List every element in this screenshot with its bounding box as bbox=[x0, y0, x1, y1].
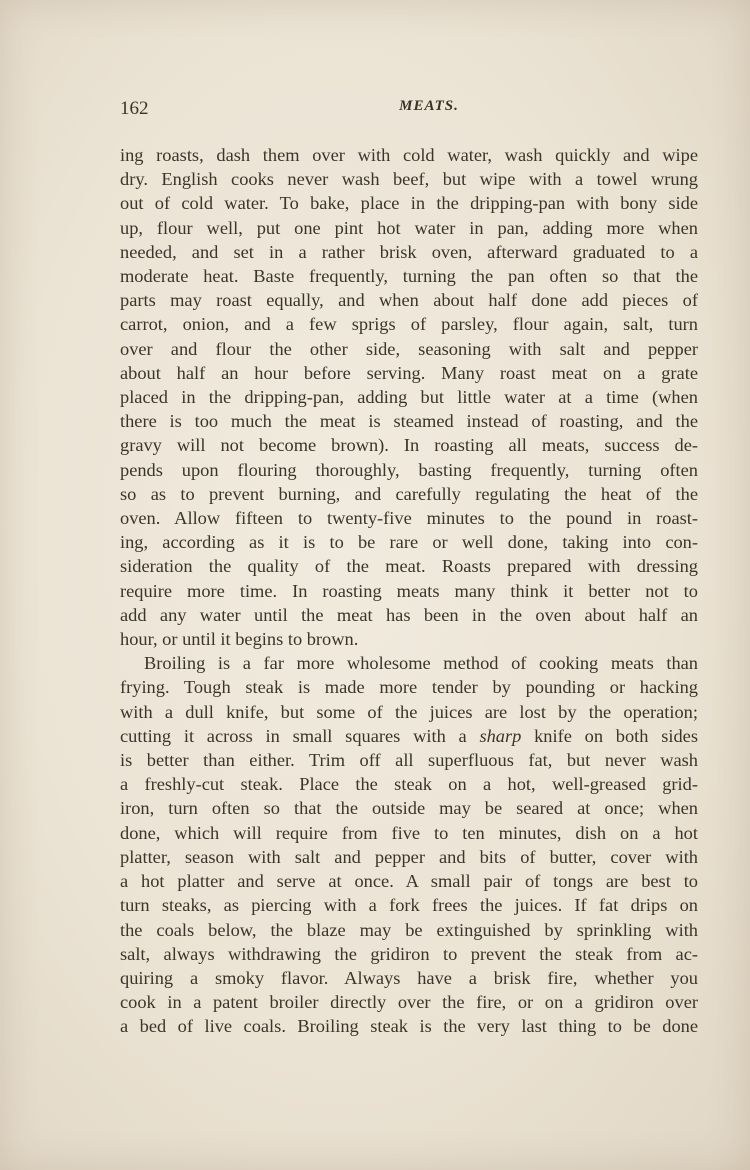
text-line: ing, according as it is to be rare or well done, taking into con- bbox=[120, 532, 698, 553]
text-line: platter, season with salt and pepper and bits of butter, cover with bbox=[120, 846, 698, 867]
text-line: with a dull knife, but some of the juices are lost by the operation; bbox=[120, 701, 698, 722]
text-line: frying. Tough steak is made more tender by pounding or hacking bbox=[120, 677, 698, 698]
text-line: hour, or until it begins to brown. bbox=[120, 629, 359, 650]
text-line: a freshly-cut steak. Place the steak on a hot, well-greased grid- bbox=[120, 774, 698, 795]
text-line: out of cold water. To bake, place in the dripping-pan with bony side bbox=[120, 193, 698, 214]
text-line: a bed of live coals. Broiling steak is the very last thing to be done bbox=[120, 1016, 698, 1037]
running-head: MEATS. bbox=[399, 98, 459, 114]
text-line: cook in a patent broiler directly over the fire, or on a gridiron over bbox=[120, 992, 698, 1013]
text-line: oven. Allow fifteen to twenty-five minutes to the pound in roast- bbox=[120, 508, 698, 529]
text-line: up, flour well, put one pint hot water in pan, adding more when bbox=[120, 217, 698, 238]
text-line: ing roasts, dash them over with cold water, wash quickly and wipe bbox=[120, 145, 698, 165]
text-line: a hot platter and serve at once. A small pair of tongs are best to bbox=[120, 871, 698, 892]
body-text bbox=[120, 143, 698, 1039]
text-line: there is too much the meat is steamed instead of roasting, and the bbox=[120, 411, 698, 432]
text-fragment: knife on both sides bbox=[521, 725, 699, 746]
text-line: parts may roast equally, and when about half done add pieces of bbox=[120, 290, 698, 311]
text-line: require more time. In roasting meats many think it better not to bbox=[120, 580, 698, 601]
text-line: add any water until the meat has been in the oven about half an bbox=[120, 604, 698, 625]
text-line: iron, turn often so that the outside may be seared at once; when bbox=[120, 798, 698, 819]
text-line: the coals below, the blaze may be extinguished by sprinkling with bbox=[120, 919, 698, 940]
text-line: salt, always withdrawing the gridiron to prevent the steak from ac- bbox=[120, 943, 698, 964]
page-number: 162 bbox=[120, 98, 149, 119]
text-line: turn steaks, as piercing with a fork frees the juices. If fat drips on bbox=[120, 895, 698, 916]
text-line: over and flour the other side, seasoning with salt and pepper bbox=[120, 338, 698, 359]
text-line: carrot, onion, and a few sprigs of parsley, flour again, salt, turn bbox=[120, 314, 698, 335]
text-line bbox=[120, 724, 698, 748]
text-line: moderate heat. Baste frequently, turning the pan often so that the bbox=[120, 266, 698, 287]
text-line: is better than either. Trim off all superfluous fat, but never wash bbox=[120, 750, 698, 771]
text-line: sideration the quality of the meat. Roasts prepared with dressing bbox=[120, 556, 698, 577]
text-fragment: cutting it across in small squares with a bbox=[120, 725, 480, 746]
text-line: placed in the dripping-pan, adding but little water at a time (when bbox=[120, 387, 698, 408]
text-line: quiring a smoky flavor. Always have a brisk fire, whether you bbox=[120, 967, 698, 988]
text-line: gravy will not become brown). In roasting all meats, success de- bbox=[120, 435, 698, 456]
text-line: so as to prevent burning, and carefully regulating the heat of the bbox=[120, 483, 698, 504]
page-header bbox=[120, 98, 698, 122]
text-line: dry. English cooks never wash beef, but wipe with a towel wrung bbox=[120, 169, 698, 190]
emphasis: sharp bbox=[479, 725, 522, 746]
text-line: done, which will require from five to ten minutes, dish on a hot bbox=[120, 822, 698, 843]
text-line: Broiling is a far more wholesome method of cooking meats than bbox=[144, 653, 698, 674]
text-line: pends upon flouring thoroughly, basting frequently, turning often bbox=[120, 459, 698, 480]
text-line: about half an hour before serving. Many roast meat on a grate bbox=[120, 362, 698, 383]
text-line: needed, and set in a rather brisk oven, afterward graduated to a bbox=[120, 241, 698, 262]
